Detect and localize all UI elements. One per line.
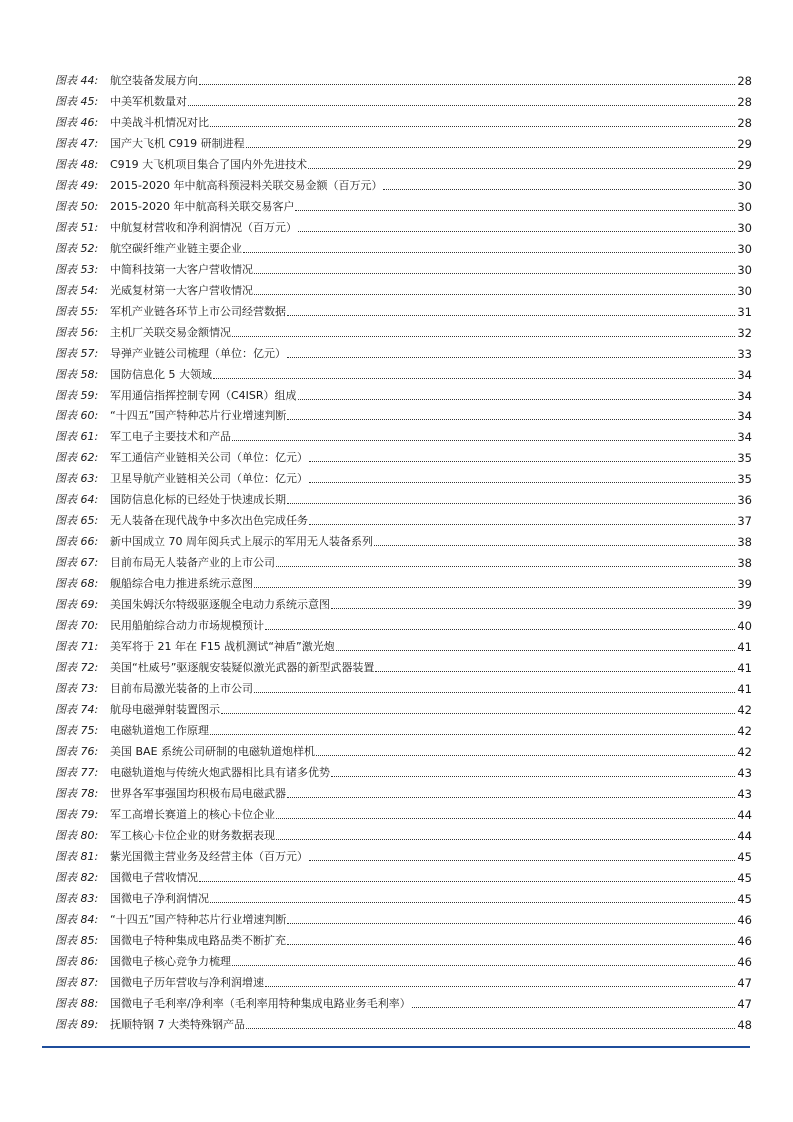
dot-leader (232, 964, 735, 966)
figure-title: 美国朱姆沃尔特级驱逐舰全电动力系统示意图 (110, 598, 330, 612)
figure-label: 图表 44: (55, 73, 99, 87)
toc-entry[interactable] (55, 465, 752, 486)
dot-leader (265, 985, 735, 987)
toc-entry[interactable] (55, 633, 752, 654)
dot-leader (287, 796, 735, 798)
toc-entry[interactable] (55, 319, 752, 340)
figure-title: 航空装备发展方向 (110, 73, 198, 87)
figure-label: 图表 82: (55, 870, 99, 884)
page-number: 41 (737, 661, 752, 676)
toc-entry[interactable] (55, 277, 752, 298)
figure-label: 图表 87: (55, 975, 99, 989)
figure-label: 图表 86: (55, 954, 99, 968)
page-number: 35 (737, 472, 752, 487)
dot-leader (331, 607, 735, 609)
dot-leader (309, 460, 735, 462)
page-number: 47 (737, 996, 752, 1011)
page-number: 34 (737, 430, 752, 445)
figure-label: 图表 83: (55, 891, 99, 905)
dot-leader (308, 167, 735, 169)
figure-label: 图表 54: (55, 283, 99, 297)
figure-label: 图表 56: (55, 325, 99, 339)
figure-label: 图表 84: (55, 912, 99, 926)
figure-title: 军工高增长赛道上的核心卡位企业 (110, 807, 275, 821)
dot-leader (254, 293, 735, 295)
figure-label: 图表 85: (55, 933, 99, 947)
dot-leader (246, 1027, 735, 1029)
toc-entry[interactable] (55, 738, 752, 759)
page-number: 32 (737, 325, 752, 340)
toc-entry[interactable] (55, 172, 752, 193)
figure-label: 图表 77: (55, 765, 99, 779)
toc-entry[interactable] (55, 801, 752, 822)
figure-label: 图表 67: (55, 556, 99, 570)
toc-entry[interactable] (55, 130, 752, 151)
figure-title: “十四五”国产特种芯片行业增速判断 (110, 912, 287, 926)
page-number: 35 (737, 451, 752, 466)
figure-label: 图表 60: (55, 409, 99, 423)
figure-label: 图表 48: (55, 157, 99, 171)
toc-entry[interactable] (55, 780, 752, 801)
figure-label: 图表 74: (55, 703, 99, 717)
toc-entry[interactable] (55, 151, 752, 172)
toc-entry[interactable] (55, 88, 752, 109)
figure-title: 电磁轨道炮与传统火炮武器相比具有诸多优势 (110, 765, 330, 779)
dot-leader (412, 1006, 736, 1008)
page-number: 33 (737, 346, 752, 361)
page-number: 30 (737, 283, 752, 298)
toc-entry[interactable] (55, 570, 752, 591)
page-number: 45 (737, 870, 752, 885)
page-number: 47 (737, 975, 752, 990)
figure-title: 国微电子特种集成电路品类不断扩充 (110, 933, 286, 947)
toc-entry[interactable] (55, 675, 752, 696)
page-number: 30 (737, 241, 752, 256)
figure-label: 图表 64: (55, 493, 99, 507)
dot-leader (221, 712, 735, 714)
dot-leader (210, 125, 735, 127)
figure-label: 图表 65: (55, 514, 99, 528)
figure-title: 中美战斗机情况对比 (110, 115, 209, 129)
page-number: 29 (737, 157, 752, 172)
toc-entry[interactable] (55, 444, 752, 465)
page-number: 44 (737, 807, 752, 822)
page-number: 42 (737, 703, 752, 718)
figure-title: 国微电子营收情况 (110, 870, 198, 884)
toc-entry[interactable] (55, 214, 752, 235)
figure-title: 军工核心卡位企业的财务数据表现 (110, 828, 275, 842)
figure-title: 美国“杜威号”驱逐舰安装疑似激光武器的新型武器装置 (110, 661, 375, 675)
figure-title: 卫星导航产业链相关公司（单位：亿元） (110, 472, 308, 486)
page-number: 38 (737, 535, 752, 550)
dot-leader (298, 398, 736, 400)
dot-leader (213, 377, 735, 379)
figure-label: 图表 55: (55, 304, 99, 318)
dot-leader (375, 670, 735, 672)
figure-label: 图表 76: (55, 744, 99, 758)
figure-label: 图表 59: (55, 388, 99, 402)
figure-title: 航母电磁弹射装置图示 (110, 703, 220, 717)
toc-entry[interactable] (55, 528, 752, 549)
page-number: 34 (737, 388, 752, 403)
toc-entry[interactable] (55, 717, 752, 738)
page-number: 45 (737, 891, 752, 906)
toc-entry[interactable] (55, 654, 752, 675)
figure-label: 图表 66: (55, 535, 99, 549)
dot-leader (210, 901, 735, 903)
figure-label: 图表 81: (55, 849, 99, 863)
figure-title: 2015-2020 年中航高科关联交易客户 (110, 199, 295, 213)
dot-leader (287, 418, 735, 420)
figure-label: 图表 50: (55, 199, 99, 213)
toc-entry[interactable] (55, 759, 752, 780)
footer-rule (42, 1046, 750, 1048)
page-number: 40 (737, 619, 752, 634)
toc-entry[interactable] (55, 109, 752, 130)
figure-index-list (55, 67, 752, 1032)
dot-leader (243, 251, 735, 253)
figure-title: 中简科技第一大客户营收情况 (110, 262, 253, 276)
page-number: 41 (737, 682, 752, 697)
dot-leader (309, 523, 735, 525)
figure-title: 新中国成立 70 周年阅兵式上展示的军用无人装备系列 (110, 535, 373, 549)
dot-leader (254, 586, 735, 588)
figure-title: 导弹产业链公司梳理（单位：亿元） (110, 346, 286, 360)
figure-title: 舰船综合电力推进系统示意图 (110, 577, 253, 591)
figure-label: 图表 53: (55, 262, 99, 276)
figure-title: 世界各军事强国均积极布局电磁武器 (110, 786, 286, 800)
figure-title: C919 大飞机项目集合了国内外先进技术 (110, 157, 308, 171)
toc-entry[interactable] (55, 382, 752, 403)
page-number: 29 (737, 136, 752, 151)
figure-title: 国微电子毛利率/净利率（毛利率用特种集成电路业务毛利率） (110, 996, 411, 1010)
toc-entry[interactable] (55, 885, 752, 906)
figure-title: 紫光国微主营业务及经营主体（百万元） (110, 849, 308, 863)
figure-title: 目前布局无人装备产业的上市公司 (110, 556, 275, 570)
figure-label: 图表 73: (55, 682, 99, 696)
toc-entry[interactable] (55, 340, 752, 361)
figure-title: “十四五”国产特种芯片行业增速判断 (110, 409, 287, 423)
dot-leader (383, 188, 735, 190)
toc-entry[interactable] (55, 361, 752, 382)
figure-title: 光威复材第一大客户营收情况 (110, 283, 253, 297)
figure-title: 2015-2020 年中航高科预浸料关联交易金额（百万元） (110, 178, 383, 192)
page-number: 43 (737, 786, 752, 801)
dot-leader (316, 754, 735, 756)
figure-label: 图表 46: (55, 115, 99, 129)
toc-entry[interactable] (55, 298, 752, 319)
figure-title: 军工通信产业链相关公司（单位：亿元） (110, 451, 308, 465)
figure-label: 图表 72: (55, 661, 99, 675)
figure-title: 目前布局激光装备的上市公司 (110, 682, 253, 696)
toc-entry[interactable] (55, 822, 752, 843)
figure-title: 军工电子主要技术和产品 (110, 430, 231, 444)
toc-entry[interactable] (55, 486, 752, 507)
page-number: 34 (737, 409, 752, 424)
dot-leader (246, 146, 736, 148)
figure-label: 图表 69: (55, 598, 99, 612)
figure-title: 国防信息化标的已经处于快速成长期 (110, 493, 286, 507)
toc-entry[interactable] (55, 549, 752, 570)
figure-title: 国微电子历年营收与净利润增速 (110, 975, 264, 989)
page-number: 30 (737, 220, 752, 235)
dot-leader (287, 943, 735, 945)
figure-label: 图表 79: (55, 807, 99, 821)
toc-entry[interactable] (55, 948, 752, 969)
page-number: 36 (737, 493, 752, 508)
page-number: 30 (737, 262, 752, 277)
toc-entry[interactable] (55, 969, 752, 990)
dot-leader (276, 817, 735, 819)
figure-title: 主机厂关联交易金额情况 (110, 325, 231, 339)
figure-label: 图表 71: (55, 640, 99, 654)
figure-label: 图表 49: (55, 178, 99, 192)
toc-entry[interactable] (55, 235, 752, 256)
page-number: 39 (737, 577, 752, 592)
dot-leader (287, 502, 735, 504)
page-number: 30 (737, 199, 752, 214)
toc-entry[interactable] (55, 256, 752, 277)
figure-title: 国微电子核心竞争力梳理 (110, 954, 231, 968)
figure-title: 军机产业链各环节上市公司经营数据 (110, 304, 286, 318)
page-number: 28 (737, 94, 752, 109)
dot-leader (276, 565, 735, 567)
dot-leader (298, 230, 735, 232)
page-number: 28 (737, 115, 752, 130)
dot-leader (287, 356, 735, 358)
toc-entry[interactable] (55, 906, 752, 927)
figure-label: 图表 52: (55, 241, 99, 255)
figure-label: 图表 61: (55, 430, 99, 444)
figure-title: 中航复材营收和净利润情况（百万元） (110, 220, 297, 234)
figure-title: 美军将于 21 年在 F15 战机测试“神盾”激光炮 (110, 640, 335, 654)
figure-title: 国微电子净利润情况 (110, 891, 209, 905)
dot-leader (199, 83, 735, 85)
dot-leader (295, 209, 735, 211)
figure-label: 图表 47: (55, 136, 99, 150)
figure-title: 无人装备在现代战争中多次出色完成任务 (110, 514, 308, 528)
figure-label: 图表 89: (55, 1017, 99, 1031)
page-number: 30 (737, 178, 752, 193)
toc-entry[interactable] (55, 864, 752, 885)
page-number: 45 (737, 849, 752, 864)
figure-title: 电磁轨道炮工作原理 (110, 724, 209, 737)
dot-leader (309, 859, 735, 861)
figure-title: 抚顺特钢 7 大类特殊钢产品 (110, 1017, 245, 1031)
page-number: 38 (737, 556, 752, 571)
dot-leader (188, 104, 735, 106)
figure-title: 国防信息化 5 大领域 (110, 367, 212, 381)
toc-entry[interactable] (55, 843, 752, 864)
page-number: 48 (737, 1017, 752, 1032)
page-number: 46 (737, 912, 752, 927)
figure-label: 图表 75: (55, 724, 99, 737)
toc-entry[interactable] (55, 612, 752, 633)
dot-leader (210, 733, 735, 735)
page-number: 43 (737, 765, 752, 780)
figure-label: 图表 88: (55, 996, 99, 1010)
toc-entry[interactable] (55, 423, 752, 444)
dot-leader (287, 314, 735, 316)
page-number: 41 (737, 640, 752, 655)
toc-entry[interactable] (55, 591, 752, 612)
dot-leader (309, 481, 735, 483)
page-number: 37 (737, 514, 752, 529)
figure-label: 图表 78: (55, 786, 99, 800)
page-number: 39 (737, 598, 752, 613)
dot-leader (336, 649, 736, 651)
figure-label: 图表 80: (55, 828, 99, 842)
dot-leader (265, 628, 735, 630)
page-number: 44 (737, 828, 752, 843)
figure-label: 图表 51: (55, 220, 99, 234)
figure-label: 图表 70: (55, 619, 99, 633)
figure-label: 图表 57: (55, 346, 99, 360)
toc-entry[interactable] (55, 403, 752, 424)
toc-entry[interactable] (55, 67, 752, 88)
dot-leader (254, 272, 735, 274)
figure-title: 美国 BAE 系统公司研制的电磁轨道炮样机 (110, 744, 316, 758)
dot-leader (276, 838, 735, 840)
toc-entry[interactable] (55, 507, 752, 528)
dot-leader (374, 544, 735, 546)
figure-title: 国产大飞机 C919 研制进程 (110, 136, 245, 150)
figure-label: 图表 63: (55, 472, 99, 486)
page-number: 42 (737, 724, 752, 738)
figure-title: 军用通信指挥控制专网（C4ISR）组成 (110, 388, 297, 402)
dot-leader (199, 880, 735, 882)
figure-label: 图表 62: (55, 451, 99, 465)
page-number: 31 (737, 304, 752, 319)
toc-entry[interactable] (55, 696, 752, 717)
dot-leader (331, 775, 735, 777)
figure-label: 图表 58: (55, 367, 99, 381)
figure-title: 航空碳纤维产业链主要企业 (110, 241, 242, 255)
figure-title: 民用船舶综合动力市场规模预计 (110, 619, 264, 633)
page-number: 42 (737, 744, 752, 759)
page-number: 28 (737, 73, 752, 88)
figure-label: 图表 45: (55, 94, 99, 108)
page-number: 34 (737, 367, 752, 382)
toc-entry[interactable] (55, 990, 752, 1011)
figure-title: 中美军机数量对 (110, 94, 187, 108)
toc-entry[interactable] (55, 193, 752, 214)
toc-entry[interactable] (55, 927, 752, 948)
dot-leader (232, 439, 735, 441)
toc-entry[interactable] (55, 1011, 752, 1032)
figure-label: 图表 68: (55, 577, 99, 591)
page-number: 46 (737, 954, 752, 969)
dot-leader (254, 691, 735, 693)
dot-leader (287, 922, 735, 924)
page-number: 46 (737, 933, 752, 948)
dot-leader (232, 335, 735, 337)
